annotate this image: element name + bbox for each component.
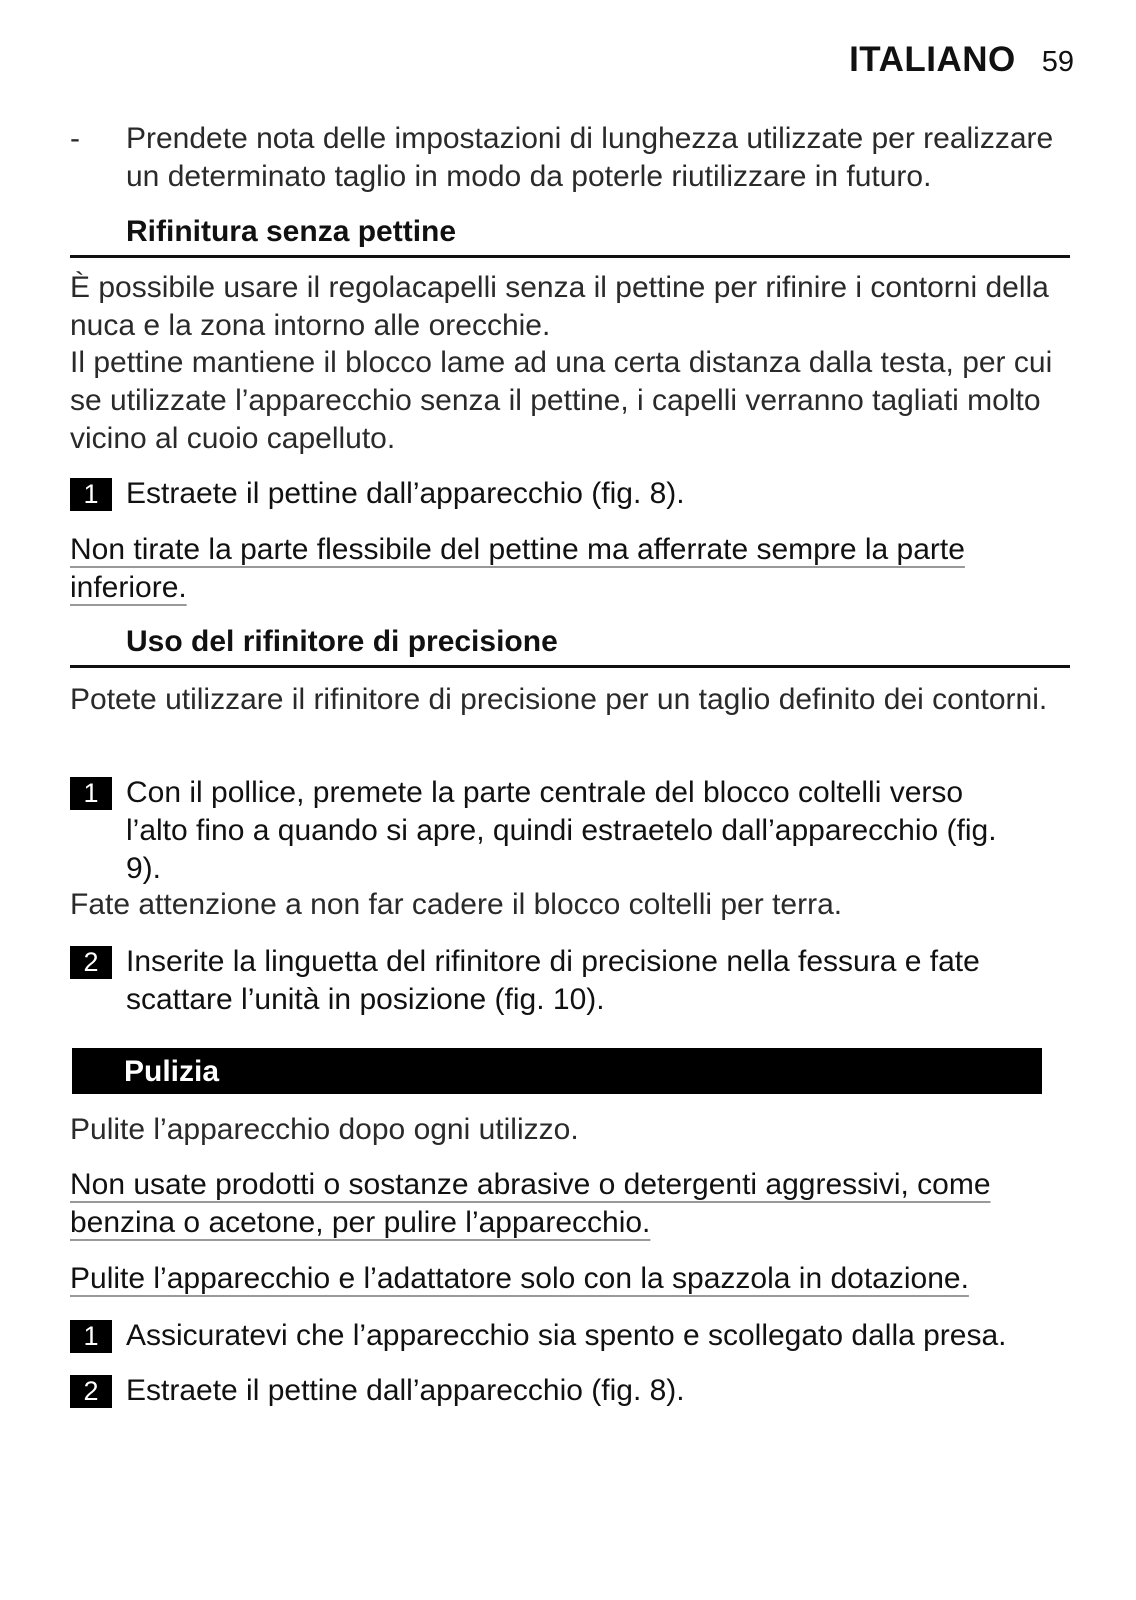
step-text: Con il pollice, premete la parte centrale del blocco coltelli verso l’alto fino a quando si apre, quindi estraetelo dall’apparecchio (fig. 9). [126, 776, 997, 885]
list-bullet: - [70, 122, 80, 155]
step-text: Estraete il pettine dall’apparecchio (fig. 8). [126, 477, 685, 510]
subheading-rifinitura [70, 213, 1070, 258]
precisione-step-1 [70, 774, 1080, 888]
intro-list-item [70, 120, 1070, 196]
pulizia-warning-2 [70, 1260, 1080, 1298]
step-number-badge: 2 [70, 1375, 112, 1408]
rifinitura-warning [70, 531, 1080, 607]
rifinitura-step-1 [70, 475, 1080, 513]
step-text: Estraete il pettine dall’apparecchio (fig. 8). [126, 1374, 685, 1407]
step-text: Inserite la linguetta del rifinitore di precisione nella fessura e fate scattare l’unità in posizione (fig. 10). [126, 945, 980, 1016]
rifinitura-paragraph-1: È possibile usare il regolacapelli senza il pettine per rifinire i contorni della nuca e la zona intorno alle orecchie. [70, 271, 1049, 342]
precisione-step-2 [70, 943, 1080, 1019]
warning-text: Pulite l’apparecchio e l’adattatore solo con la spazzola in dotazione. [70, 1262, 969, 1295]
warning-text: Non usate prodotti o sostanze abrasive o detergenti aggressivi, come benzina o acetone, per pulire l’apparecchio. [70, 1168, 991, 1239]
intro-text: Prendete nota delle impostazioni di lunghezza utilizzate per realizzare un determinato taglio in modo da poterle riutilizzare in futuro. [126, 122, 1054, 193]
warning-text: Non tirate la parte flessibile del pettine ma afferrate sempre la parte inferiore. [70, 533, 965, 604]
subheading-rifinitura-title: Rifinitura senza pettine [126, 215, 457, 248]
page-number: 59 [1041, 46, 1074, 78]
section-heading-pulizia [72, 1048, 1042, 1094]
section-heading-pulizia-title: Pulizia [124, 1055, 220, 1088]
pulizia-step-2 [70, 1372, 1080, 1410]
step-number-badge: 1 [70, 478, 112, 511]
subheading-precisione [70, 623, 1070, 668]
step-number-badge: 1 [70, 1320, 112, 1353]
language-label: ITALIANO [849, 40, 1016, 79]
precisione-note: Fate attenzione a non far cadere il blocco coltelli per terra. [70, 888, 843, 921]
page-header [849, 40, 1074, 80]
step-number-badge: 1 [70, 777, 112, 810]
pulizia-step-1 [70, 1317, 1080, 1355]
precisione-paragraph: Potete utilizzare il rifinitore di precisione per un taglio definito dei contorni. [70, 683, 1048, 716]
subheading-precisione-title: Uso del rifinitore di precisione [126, 625, 558, 658]
rifinitura-paragraph-2: Il pettine mantiene il blocco lame ad una certa distanza dalla testa, per cui se utilizzate l’apparecchio senza il pettine, i capelli verranno tagliati molto vicino al cuoio capelluto. [70, 346, 1053, 455]
pulizia-warning-1 [70, 1166, 1080, 1242]
pulizia-paragraph: Pulite l’apparecchio dopo ogni utilizzo. [70, 1113, 579, 1146]
step-text: Assicuratevi che l’apparecchio sia spento e scollegato dalla presa. [126, 1319, 1007, 1352]
step-number-badge: 2 [70, 946, 112, 979]
